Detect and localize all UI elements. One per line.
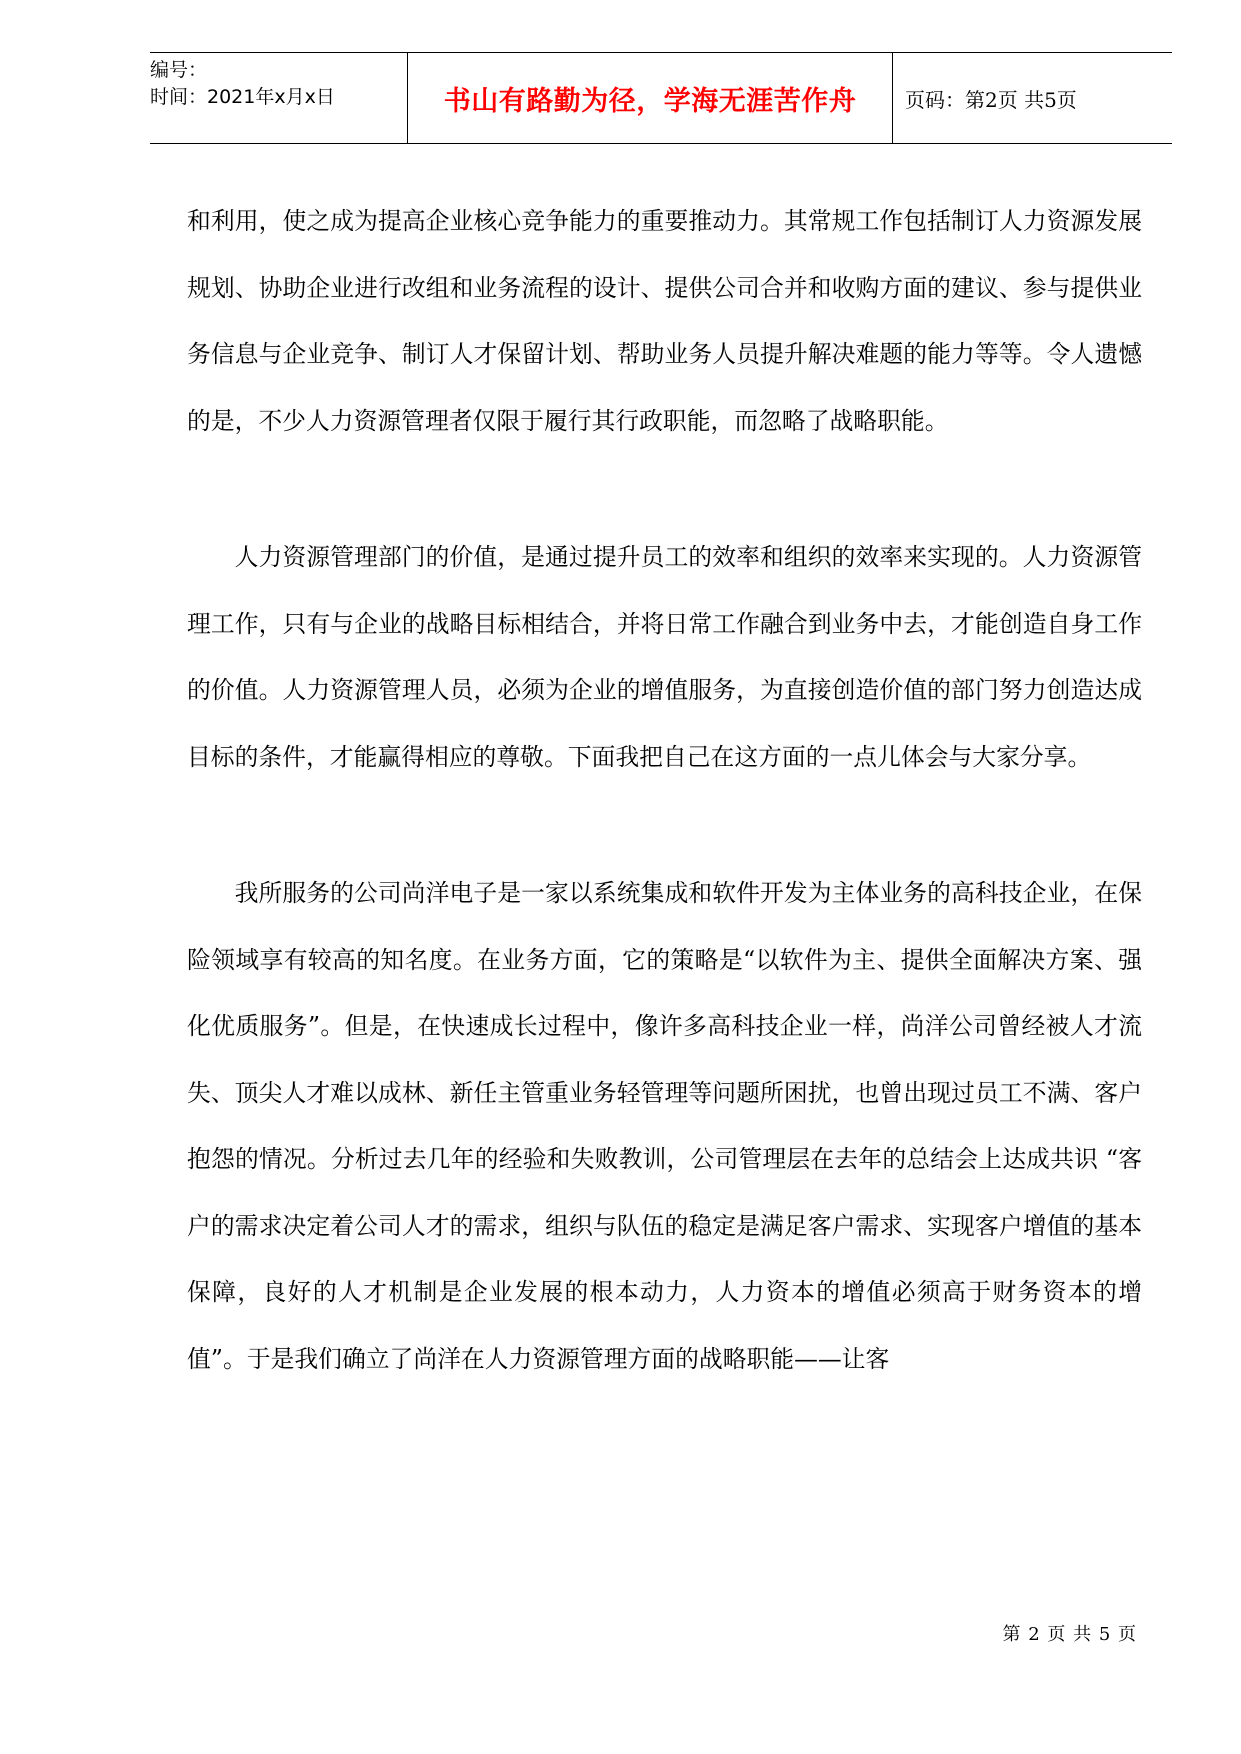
document-body [187, 188, 1142, 1392]
paragraph-2: 人力资源管理部门的价值，是通过提升员工的效率和组织的效率来实现的。人力资源管理工作，只有与企业的战略目标相结合，并将日常工作融合到业务中去，才能创造自身工作的价值。人力资源管理人员，必须为企业的增值服务，为直接创造价值的部门努力创造达成目标的条件，才能赢得相应的尊敬。下面我把自己在这方面的一点儿体会与大家分享。 [187, 543, 1142, 771]
document-time-label: 时间：2021年x月x日 [150, 86, 335, 108]
paragraph-3: 我所服务的公司尚洋电子是一家以系统集成和软件开发为主体业务的高科技企业，在保险领域享有较高的知名度。在业务方面，它的策略是“以软件为主、提供全面解决方案、强化优质服务”。但是，在快速成长过程中，像许多高科技企业一样，尚洋公司曾经被人才流失、顶尖人才难以成林、新任主管重业务轻管理等问题所困扰，也曾出现过员工不满、客户抱怨的情况。分析过去几年的经验和失败教训，公司管理层在去年的总结会上达成共识 “客户的需求决定着公司人才的需求，组织与队伍的稳定是满足客户需求、实现客户增值的基本保障，良好的人才机制是企业发展的根本动力，人力资本的增值必须高于财务资本的增值”。于是我们确立了尚洋在人力资源管理方面的战略职能——让客 [187, 879, 1142, 1373]
header-meta [150, 53, 408, 143]
page-header [150, 52, 1172, 144]
header-motto: 书山有路勤为径，学海无涯苦作舟 [408, 53, 893, 143]
paragraph-1: 和利用，使之成为提高企业核心竞争能力的重要推动力。其常规工作包括制订人力资源发展规划、协助企业进行改组和业务流程的设计、提供公司合并和收购方面的建议、参与提供业务信息与企业竞争、制订人才保留计划、帮助业务人员提升解决难题的能力等等。令人遗憾的是，不少人力资源管理者仅限于履行其行政职能，而忽略了战略职能。 [187, 207, 1142, 435]
page-footer: 第 2 页 共 5 页 [1002, 1624, 1137, 1645]
document-number-label: 编号： [150, 59, 208, 81]
header-page-number: 页码：第2页 共5页 [905, 87, 1077, 112]
